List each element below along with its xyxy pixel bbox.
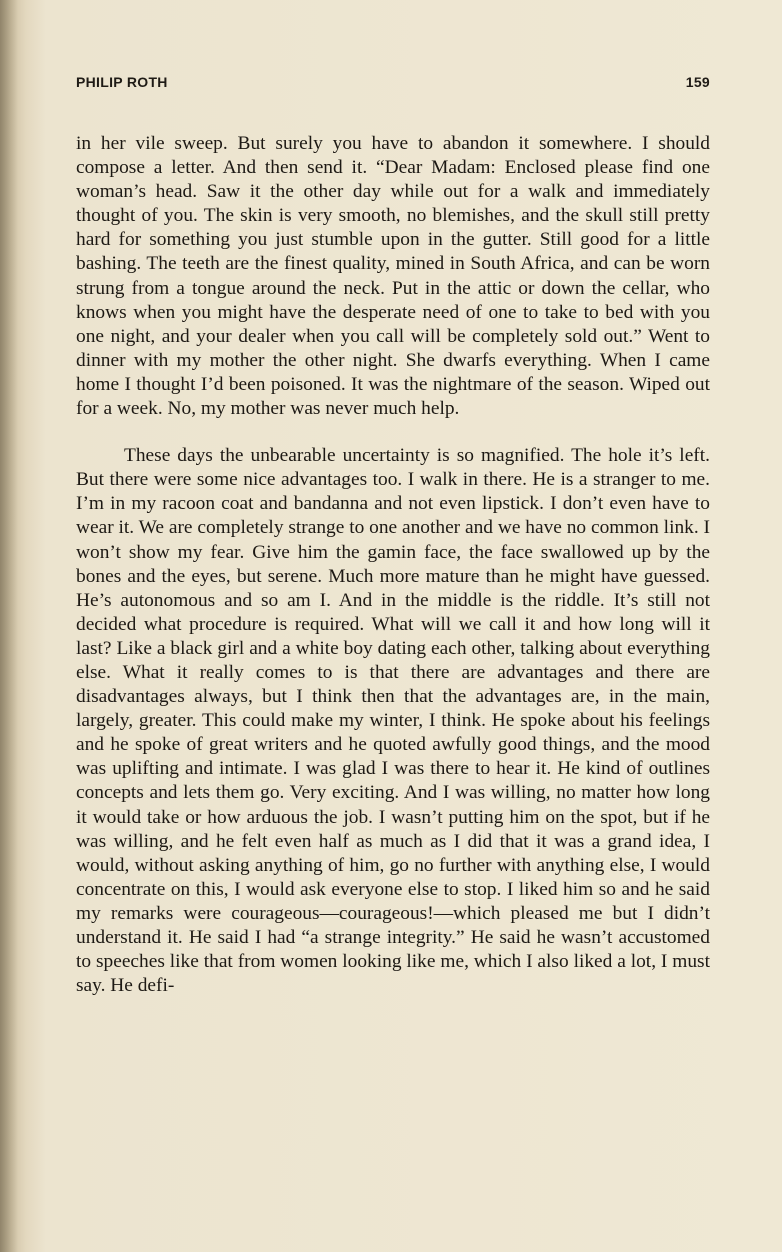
page-number: 159: [685, 74, 710, 90]
body-text: [76, 132, 710, 998]
paragraph-2: These days the unbearable uncertainty is so magnified. The hole it’s left. But there were some nice advantages too. I walk in there. He is a stranger to me. I’m in my racoon coat and bandanna and not even lipstick. I don’t even have to wear it. We are completely strange to one another and we have no common link. I won’t show my fear. Give him the gamin face, the face swallowed up by the bones and the eyes, but serene. Much more mature than he might have guessed. He’s autonomous and so am I. And in the middle is the riddle. It’s still not decided what procedure is required. What will we call it and how long will it last? Like a black girl and a white boy dating each other, talking about everything else. What it really comes to is that there are advantages and there are disadvantages always, but I think then that the advantages are, in the main, largely, greater. This could make my winter, I think. He spoke about his feelings and he spoke of great writers and he quoted awfully good things, and the mood was uplifting and intimate. I was glad I was there to hear it. He kind of outlines concepts and lets them go. Very exciting. And I was willing, no matter how long it would take or how arduous the job. I wasn’t putting him on the spot, but if he was willing, and he felt even half as much as I did that it was a grand idea, I would, without asking anything of him, go no further with anything else, I would concentrate on this, I would ask everyone else to stop. I liked him so and he said my remarks were courageous—courageous!—which pleased me but I didn’t understand it. He said I had “a strange integrity.” He said he wasn’t accustomed to speeches like that from women looking like me, which I also liked a lot, I must say. He defi-: [76, 445, 710, 997]
paragraph-1: in her vile sweep. But surely you have to abandon it somewhere. I should compose a letter. And then send it. “Dear Madam: Enclosed please find one woman’s head. Saw it the other day while out for a walk and immediately thought of you. The skin is very smooth, no blemishes, and the skull still pretty hard for something you just stumble upon in the gutter. Still good for a little bashing. The teeth are the finest quality, mined in South Africa, and can be worn strung from a tongue around the neck. Put in the attic or down the cellar, who knows when you might have the desperate need of one to take to bed with you one night, and your dealer when you call will be completely sold out.” Went to dinner with my mother the other night. She dwarfs everything. When I came home I thought I’d been poisoned. It was the nightmare of the season. Wiped out for a week. No, my mother was never much help.: [76, 133, 710, 420]
running-head-author: PHILIP ROTH: [76, 74, 168, 90]
spine-shadow: [0, 0, 18, 1252]
running-head: [76, 74, 710, 98]
